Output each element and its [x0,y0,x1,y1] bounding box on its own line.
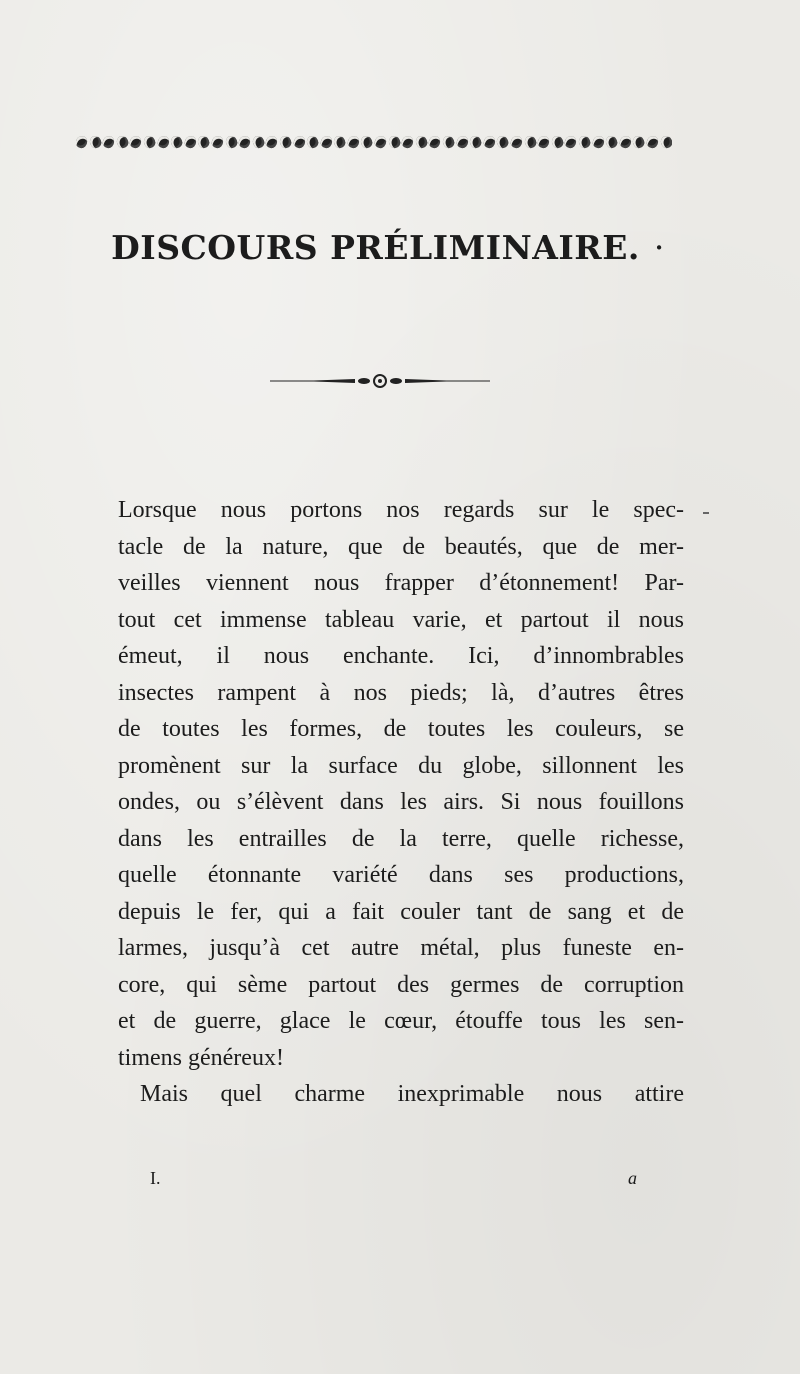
fleuron-ornament [305,134,320,150]
fleuron-ornament [101,134,116,150]
fleuron-ornament [142,134,157,150]
fleuron-ornament [359,134,374,150]
header-ornament-band [76,132,672,152]
fleuron-ornament [76,134,89,150]
fleuron-ornament [536,134,551,150]
margin-mark [703,512,709,514]
title-mark: · [653,228,665,267]
fleuron-ornament [88,134,103,150]
fleuron-ornament [441,134,456,150]
text-line: dans les entrailles de la terre, quelle richesse, [118,825,684,852]
fleuron-ornament [523,134,538,150]
page-title [0,228,776,267]
text-line: Mais quel charme inexprimable nous attire [140,1081,684,1107]
body-paragraph [118,492,684,1113]
fleuron-ornament [468,134,483,150]
text-line: quelle étonnante variété dans ses productions, [118,862,684,888]
text-line: émeut, il nous enchante. Ici, d’innombrables [118,643,684,669]
text-line: tacle de la nature, que de beautés, que de mer- [118,533,684,560]
text-line: larmes, jusqu’à cet autre métal, plus funeste en- [118,935,684,961]
fleuron-ornament [400,134,415,150]
fleuron-ornament [577,134,592,150]
text-line: insectes rampent à nos pieds; là, d’autres êtres [118,679,684,706]
fleuron-ornament [550,134,565,150]
fleuron-ornament [509,134,524,150]
text-line: veilles viennent nous frapper d’étonnement! Par- [118,570,684,596]
fleuron-ornament [563,134,578,150]
signature-mark: I. [150,1168,161,1188]
fleuron-ornament [319,134,334,150]
fleuron-ornament [237,134,252,150]
fleuron-ornament [373,134,388,150]
gathering-letter: a [628,1168,637,1188]
text-line: tout cet immense tableau varie, et partout il nous [118,606,684,633]
text-line: et de guerre, glace le cœur, étouffe tous les sen- [118,1008,684,1034]
fleuron-ornament [291,134,306,150]
fleuron-ornament [495,134,510,150]
fleuron-ornament [251,134,266,150]
fleuron-ornament [196,134,211,150]
fleuron-ornament [645,134,660,150]
ornamental-divider [270,371,490,391]
fleuron-ornament [169,134,184,150]
fleuron-ornament [387,134,402,150]
text-line: Lorsque nous portons nos regards sur le spec- [118,497,684,523]
text-line: de toutes les formes, de toutes les couleurs, se [118,716,684,742]
fleuron-ornament [604,134,619,150]
fleuron-ornament [455,134,470,150]
fleuron-ornament [332,134,347,150]
fleuron-ornament [156,134,171,150]
fleuron-ornament [183,134,198,150]
fleuron-ornament [414,134,429,150]
text-line: ondes, ou s’élèvent dans les airs. Si nous fouillons [118,789,684,815]
fleuron-ornament [482,134,497,150]
text-line: timens généreux! [118,1044,284,1071]
title-text: DISCOURS PRÉLIMINAIRE. [111,228,640,267]
fleuron-ornament [631,134,646,150]
fleuron-ornament [210,134,225,150]
text-line: promènent sur la surface du globe, sillonnent les [118,752,684,779]
fleuron-ornament [591,134,606,150]
text-line: depuis le fer, qui a fait couler tant de sang et de [118,898,684,925]
fleuron-ornament [618,134,633,150]
fleuron-ornament [346,134,361,150]
fleuron-ornament [278,134,293,150]
text-line: core, qui sème partout des germes de corruption [118,971,684,998]
fleuron-ornament [659,134,672,150]
fleuron-ornament [115,134,130,150]
fleuron-ornament [128,134,143,150]
fleuron-ornament [224,134,239,150]
fleuron-ornament [264,134,279,150]
fleuron-ornament [427,134,442,150]
